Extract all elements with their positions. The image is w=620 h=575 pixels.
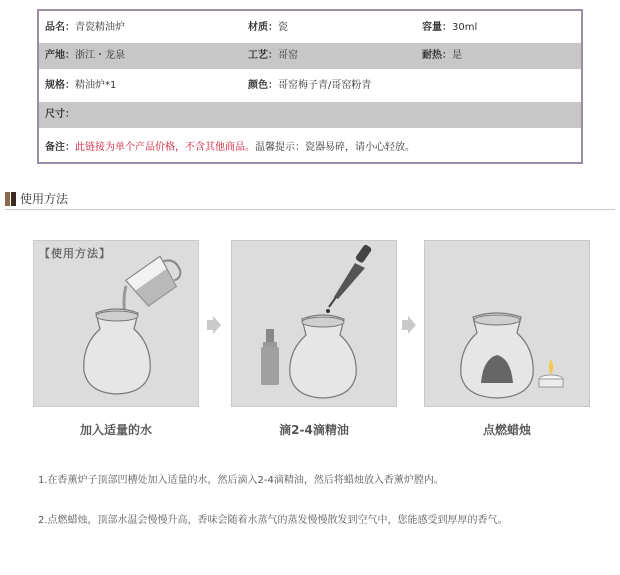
arrow-right-icon bbox=[206, 315, 222, 335]
dropper-icon bbox=[326, 244, 372, 313]
spec-label: 尺寸： bbox=[45, 109, 75, 120]
section-header bbox=[5, 189, 615, 210]
spec-value: 浙江・龙泉 bbox=[75, 50, 125, 61]
spec-row-3 bbox=[39, 73, 581, 99]
aroma-burner-icon bbox=[290, 315, 356, 398]
spec-value: 是 bbox=[452, 50, 462, 61]
step-caption: 点燃蜡烛 bbox=[482, 423, 531, 437]
note-tip-text: 温馨提示：瓷器易碎，请小心轻放。 bbox=[255, 142, 415, 153]
step-caption: 加入适量的水 bbox=[79, 423, 152, 437]
spec-table bbox=[37, 9, 583, 164]
section-marker bbox=[11, 192, 16, 206]
spec-row-2 bbox=[39, 43, 581, 69]
spec-label: 材质： bbox=[248, 22, 278, 33]
step-panel-add-oil bbox=[231, 240, 397, 407]
section-marker bbox=[5, 192, 10, 206]
step-caption: 滴2-4滴精油 bbox=[279, 423, 349, 437]
section-title: 使用方法 bbox=[20, 192, 69, 206]
spec-label: 工艺： bbox=[248, 50, 278, 61]
arrow-right-icon bbox=[401, 315, 417, 335]
spec-value: 30ml bbox=[452, 22, 478, 33]
pouring-cup-icon bbox=[34, 241, 200, 408]
spec-label: 颜色： bbox=[248, 80, 278, 91]
panel-tag: 【使用方法】 bbox=[39, 247, 111, 260]
spec-value: 青瓷精油炉 bbox=[75, 22, 125, 33]
spec-value: 哥窑梅子青/哥窑粉青 bbox=[278, 80, 372, 91]
instruction-1: 1.在香薰炉子顶部凹槽处加入适量的水，然后滴入2-4滴精油，然后将蜡烛放入香薰炉膛内。 bbox=[38, 475, 444, 486]
aroma-burner-icon bbox=[461, 313, 533, 398]
spec-value: 精油炉*1 bbox=[75, 80, 117, 91]
step-panel-add-water bbox=[33, 240, 199, 407]
spec-value: 瓷 bbox=[278, 22, 288, 33]
spec-label: 品名： bbox=[45, 22, 75, 33]
spec-label: 规格： bbox=[45, 80, 75, 91]
spec-note-row bbox=[39, 135, 581, 161]
spec-label: 产地： bbox=[45, 50, 75, 61]
oil-bottle-icon bbox=[261, 329, 279, 385]
spec-row-4 bbox=[39, 102, 581, 128]
note-label: 备注： bbox=[45, 142, 75, 153]
spec-row-1 bbox=[39, 15, 581, 41]
spec-label: 耐热： bbox=[422, 50, 452, 61]
note-red-text: 此链接为单个产品价格，不含其他商品。 bbox=[75, 142, 255, 153]
step-panel-light-candle bbox=[424, 240, 590, 407]
spec-label: 容量： bbox=[422, 22, 452, 33]
spec-value: 哥窑 bbox=[278, 50, 298, 61]
instruction-2: 2.点燃蜡烛，顶部水温会慢慢升高，香味会随着水蒸气的蒸发慢慢散发到空气中，您能感受到厚厚的香气。 bbox=[38, 515, 508, 526]
tealight-candle-icon bbox=[539, 359, 563, 387]
